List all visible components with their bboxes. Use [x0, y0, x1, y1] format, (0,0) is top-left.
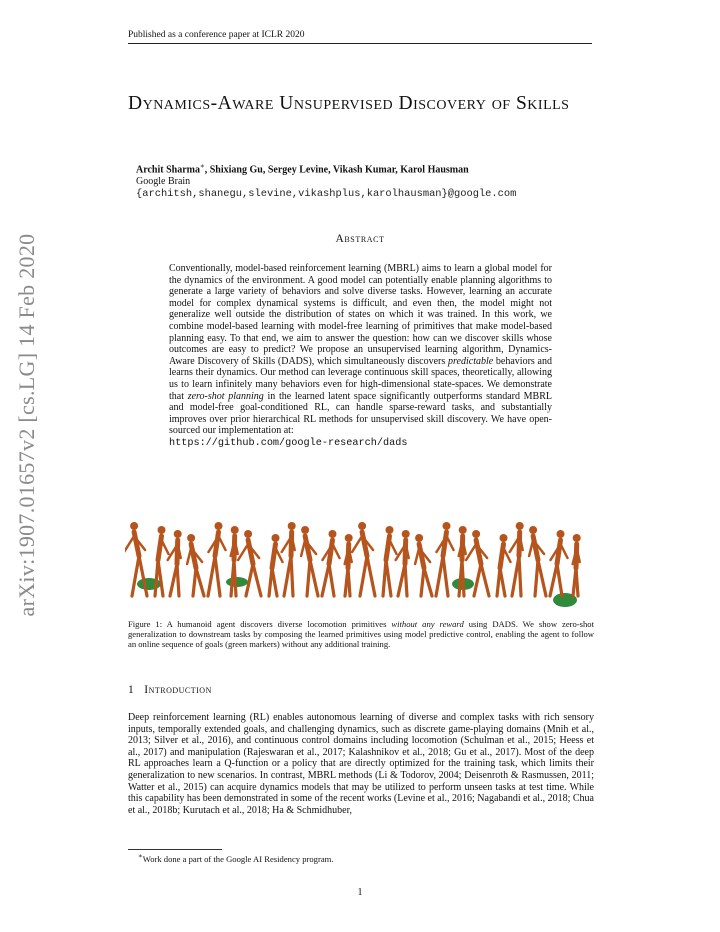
caption-part-1: Figure 1: A humanoid agent discovers diverse locomotion primitives — [128, 619, 392, 629]
section-title: Introduction — [144, 684, 212, 696]
humanoid-pose — [415, 534, 432, 596]
humanoid-pose — [155, 526, 169, 596]
first-author: Archit Sharma — [136, 164, 200, 176]
humanoid-pose — [322, 530, 340, 596]
affiliation: Google Brain — [136, 176, 191, 188]
abstract-emphasis-2: zero-shot planning — [187, 390, 264, 402]
footnote-text: Work done a part of the Google AI Residency program. — [142, 853, 334, 864]
intro-paragraph: Deep reinforcement learning (RL) enables autonomous learning of diverse and complex tasks with rich sensory inputs, temporally extended goals, and challenging dynamics, such as discrete game-playing domains (Mnih et al., 2013; Silver et al., 2016), and continuous control domains including locomotion (Schulman et al., 2015; Heess et al., 2017) and manipulation (Rajeswaran et al., 2017; Kalashnikov et al., 2018; Gu et al., 2017). Most of the deep RL approaches learn a Q-function or a policy that are directly optimized for the training task, which limits their generalization to new scenarios. In contrast, MBRL methods (Li & Todorov, 2004; Deisenroth & Rasmussen, 2011; Watter et al., 2015) can acquire dynamics models that may be utilized to perform unseen tasks at test time. While this capability has been demonstrated in some of the recent works (Levine et al., 2016; Nagabandi et al., 2018; Chua et al., 2018b; Kurutach et al., 2018; Ha & Schmidhuber, — [128, 712, 594, 816]
humanoid-pose — [352, 522, 375, 596]
running-header: Published as a conference paper at ICLR 2020 — [128, 30, 592, 44]
humanoid-figure — [125, 512, 600, 612]
humanoid-pose — [383, 526, 397, 596]
humanoid-pose — [187, 534, 204, 596]
author-footnote-mark: ∗ — [199, 162, 205, 170]
arxiv-stamp: arXiv:1907.01657v2 [cs.LG] 14 Feb 2020 — [14, 233, 39, 617]
humanoid-pose — [168, 530, 182, 596]
page-number: 1 — [357, 887, 363, 898]
humanoid-pose — [573, 534, 581, 596]
humanoid-pose — [497, 534, 511, 596]
author-names — [136, 160, 596, 176]
abstract-part-1: Conventionally, model-based reinforcement learning (MBRL) aims to learn a global model for the dynamics of the environment. A good model can potentially enable planning algorithms to generate a large variety of behaviors and solve diverse tasks. However, learning an accurate model for complex dynamical systems is difficult, and even then, the model might not generalize well outside the distribution of states on which it was trained. In this work, we combine model-based learning with model-free learning of primitives that make model-based planning easy. To that end, we aim to answer the question: how can we discover skills whose outcomes are easy to predict? We propose an unsupervised learning algorithm, Dynamics-Aware Discovery of Skills (DADS), which simultaneously discovers — [169, 263, 552, 367]
author-block — [136, 160, 596, 200]
other-authors: , Shixiang Gu, Sergey Levine, Vikash Kumar, Karol Hausman — [204, 164, 469, 176]
humanoid-pose — [345, 534, 353, 596]
humanoid-pose — [510, 522, 524, 596]
humanoid-pose — [396, 530, 410, 596]
repo-link[interactable]: https://github.com/google-research/dads — [169, 437, 408, 449]
author-emails: {architsh,shanegu,slevine,vikashplus,karolhausman}@google.com — [136, 188, 517, 201]
caption-emphasis: without any reward — [391, 619, 464, 629]
abstract-part-2: behaviors and learns their dynamics. Our method can leverage continuous skill spaces, theoretically, allowing us to learn infinitely many behaviors even for high-dimensional state-spaces. We demonstrate that — [169, 355, 552, 402]
abstract-part-3: in the learned latent space significantly outperforms standard MBRL and model-free goal-conditioned RL, can handle sparse-reward tasks, and substantially improves over prior hierarchical RL methods for unsupervised skill discovery. We have open-sourced our implementation at: — [169, 390, 552, 437]
abstract-emphasis-1: predictable — [448, 355, 494, 367]
footnote-rule — [128, 849, 222, 850]
footnote-mark: ∗ — [138, 852, 143, 860]
humanoid-pose — [269, 534, 283, 596]
footnote — [138, 852, 578, 864]
humanoid-pose — [550, 530, 568, 596]
figure-caption — [128, 619, 594, 650]
caption-part-2: using DADS. We show zero-shot generalization to downstream tasks by composing the learned primitives using model predictive control, enabling the agent to follow an online sequence of goals (green markers) without any additional training. — [128, 619, 594, 650]
humanoid-pose — [436, 522, 454, 596]
humanoid-pose — [125, 522, 147, 596]
abstract-text — [169, 263, 552, 450]
abstract-heading: Abstract — [335, 233, 385, 245]
humanoid-pose — [301, 526, 318, 596]
humanoid-pose — [208, 522, 226, 596]
humanoid-pose — [529, 526, 546, 596]
paper-title: Dynamics-Aware Unsupervised Discovery of Skills — [128, 93, 570, 114]
humanoid-pose — [282, 522, 296, 596]
section-heading — [128, 684, 592, 696]
section-number: 1 — [128, 684, 135, 696]
